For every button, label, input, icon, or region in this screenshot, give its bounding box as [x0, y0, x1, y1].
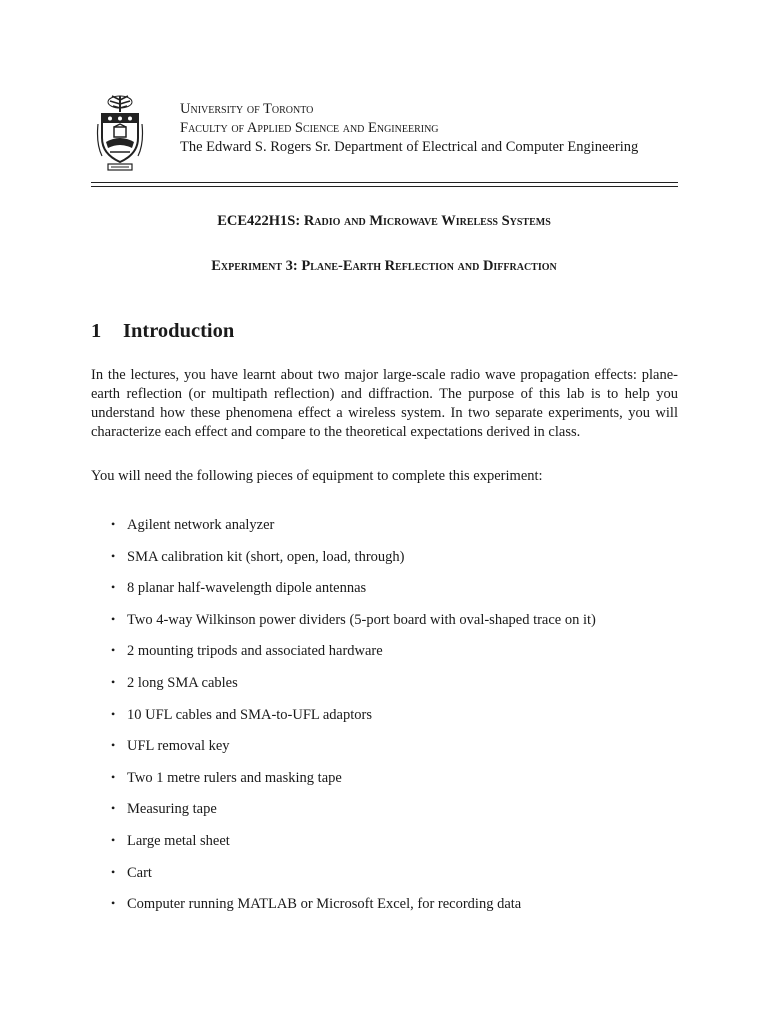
- bullet-icon: •: [111, 738, 116, 753]
- bullet-icon: •: [111, 769, 116, 784]
- list-item: [111, 864, 596, 896]
- bullet-icon: •: [111, 517, 116, 531]
- university-crest-icon: [96, 94, 144, 172]
- list-item-text: Two 4-way Wilkinson power dividers (5-port board with oval-shaped trace on it): [127, 611, 596, 628]
- section-title: Introduction: [123, 320, 235, 342]
- equipment-list: [111, 516, 596, 927]
- list-item-text: Large metal sheet: [127, 832, 230, 849]
- list-item-text: 2 mounting tripods and associated hardware: [127, 643, 383, 660]
- department-name: The Edward S. Rogers Sr. Department of Electrical and Computer Engineering: [180, 139, 639, 155]
- list-item: [111, 548, 596, 580]
- list-item: [111, 895, 596, 927]
- list-item: [111, 516, 596, 548]
- list-item: [111, 706, 596, 738]
- list-item: [111, 769, 596, 801]
- list-item: [111, 800, 596, 832]
- bullet-icon: •: [111, 896, 116, 911]
- letterhead: [180, 100, 638, 157]
- header-rule-upper: [91, 182, 678, 183]
- list-item-text: Measuring tape: [127, 801, 217, 818]
- course-title: ECE422H1S: Radio and Microwave Wireless Systems: [217, 213, 551, 229]
- list-item-text: SMA calibration kit (short, open, load, through): [127, 548, 405, 565]
- bullet-icon: •: [111, 674, 116, 689]
- list-item-text: UFL removal key: [127, 738, 230, 755]
- list-item: [111, 579, 596, 611]
- bullet-icon: •: [111, 706, 116, 721]
- bullet-icon: •: [111, 611, 116, 626]
- list-item: [111, 674, 596, 706]
- bullet-icon: •: [111, 801, 116, 816]
- intro-paragraph: In the lectures, you have learnt about two major large-scale radio wave propagation effects: plane-earth reflection (or multipath reflection) and diffraction. The purpose of this lab is to help you understand how these phenomena effect a wireless system. In two separate experiments, you will characterize each effect and compare to the theoretical expectations derived in class.: [91, 367, 678, 440]
- section-heading: [91, 320, 234, 343]
- list-item-text: Computer running MATLAB or Microsoft Excel, for recording data: [127, 896, 522, 913]
- list-item-text: Agilent network analyzer: [127, 517, 275, 533]
- list-item-text: 8 planar half-wavelength dipole antennas: [127, 580, 367, 597]
- bullet-icon: •: [111, 832, 116, 847]
- list-item-text: 10 UFL cables and SMA-to-UFL adaptors: [127, 706, 372, 723]
- bullet-icon: •: [111, 548, 116, 563]
- list-item-text: Two 1 metre rulers and masking tape: [127, 769, 342, 786]
- list-item: [111, 611, 596, 643]
- list-item: [111, 737, 596, 769]
- experiment-title: Experiment 3: Plane-Earth Reflection and Diffraction: [211, 258, 557, 274]
- list-item-text: 2 long SMA cables: [127, 674, 238, 691]
- university-name: University of Toronto: [180, 101, 314, 117]
- bullet-icon: •: [111, 580, 116, 595]
- list-item-text: Cart: [127, 864, 152, 881]
- list-item: [111, 642, 596, 674]
- list-item: [111, 832, 596, 864]
- faculty-name: Faculty of Applied Science and Engineering: [180, 120, 439, 136]
- header-rule-lower: [91, 186, 678, 187]
- section-number: 1: [91, 320, 102, 342]
- bullet-icon: •: [111, 643, 116, 658]
- bullet-icon: •: [111, 864, 116, 879]
- equipment-intro-paragraph: You will need the following pieces of equipment to complete this experiment:: [91, 468, 543, 484]
